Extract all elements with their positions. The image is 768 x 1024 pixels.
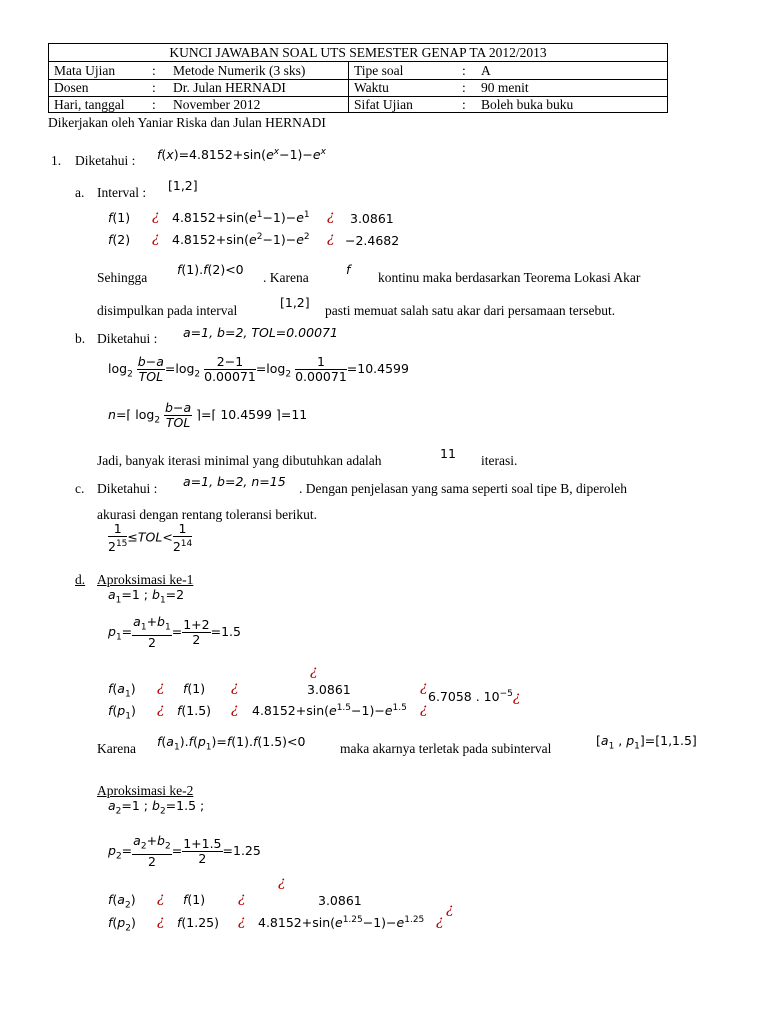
qa-product: f(1).f(2)<0 [177,262,244,277]
qd-ap2-fa-value: 3.0861 [318,893,362,908]
qa-f1-glyph: ¿ [152,208,160,224]
qb-label: b. [75,331,86,346]
row1-left-value: Metode Numerik (3 sks) [173,63,306,78]
qa-interval-text: Interval : [97,185,147,200]
qb-given: a=1, b=2, TOL=0.00071 [183,325,338,340]
qd-karena: Karena [97,741,136,756]
qa-f2-glyph: ¿ [152,230,160,246]
row1-left-label: Mata Ujian [54,63,116,78]
qd-ap1-fp-mid: f(1.5) [177,703,212,718]
qd-ap1-fp-expr: $4.8152+\sin(e^{1.5}-1)-e^{1.5}$ [252,703,407,719]
row3-left-value: November 2012 [173,97,261,112]
qd-sign-test: $f(a_1).f(p_1)=f(1).f(1.5)<0$ [157,734,306,753]
qd-ap2-glyph-top: ¿ [278,874,286,890]
qd-ap2-glyph1: ¿ [157,890,165,906]
qd-ap1-fa-mid: f(1) [183,681,206,696]
qd-ap2-p: $p_2=$ $\frac{a_2+b_2}{2}$ = $\frac{1+1.5}{2}$ =1.25 [108,833,261,869]
qb-log-result: =10.4599 [346,361,409,376]
row3-left-sep: : [152,97,156,112]
row2-right-label: Waktu [354,80,389,95]
qb-iterasi: iterasi. [481,453,518,468]
row2-right-value: 90 menit [481,80,529,95]
byline: Dikerjakan oleh Yaniar Riska dan Julan HERNADI [48,115,326,130]
qd-ap1-title: Aproksimasi ke-1 [97,572,194,587]
qd-ap2-fp-expr: $4.8152+\sin(e^{1.25}-1)-e^{1.25}$ [258,915,425,931]
qd-ap2-fa-mid: f(1) [183,892,206,907]
qc-tol-range: $\frac{1}{2^{15}}$ ≤TOL< $\frac{1}{2^{14}}$ [108,521,193,555]
qb-iter-value: 11 [440,446,456,461]
row3-right-label: Sifat Ujian [354,97,413,112]
qd-ap1-p: $p_1=$ $\frac{a_1+b_1}{2}$ = $\frac{1+2}{2}$ =1.5 [108,614,241,650]
qd-ap1-glyph-top: ¿ [310,663,318,679]
qd-ap2-fa-lhs: $f(a_2)$ [108,892,136,911]
row1-right-label: Tipe soal [354,63,404,78]
qa-f-symbol: f [346,262,351,277]
qb-n-result: =11 [280,407,308,422]
qb-log-equation: $\log_2$ $\frac{b-a}{\text{TOL}}$ $=\log_2$ $\frac{2-1}{0.00071}$ $=\log_2$ $\frac{1}{0.00071}$ =10.4599 [108,354,409,384]
header-title: KUNCI JAWABAN SOAL UTS SEMESTER GENAP TA 2012/2013 [49,44,667,62]
qd-ap1-glyph6: ¿ [420,701,428,717]
qd-ap1-fa-lhs: $f(a_1)$ [108,681,136,700]
qa-pasti: pasti memuat salah satu akar dari persamaan tersebut. [325,303,616,318]
qa-f2-glyph2: ¿ [327,230,335,246]
qd-ap1-glyph2: ¿ [231,679,239,695]
qd-ap1-fa-value: 3.0861 [307,682,351,697]
qd-ap2-glyph5: ¿ [436,913,444,929]
qc-label: c. [75,481,85,496]
row3-right-value: Boleh buka buku [481,97,574,112]
qb-text: Diketahui : [97,331,158,346]
qa-f1-expr: $4.8152+\sin(e^1-1)-e^1$ [172,210,310,226]
qa-f2-expr: $4.8152+\sin(e^2-1)-e^2$ [172,232,310,248]
row1-right-sep: : [462,63,466,78]
q1-intro: Diketahui : [75,153,136,168]
qb-jadi: Jadi, banyak iterasi minimal yang dibutuhkan adalah [97,453,382,468]
row2-left-value: Dr. Julan HERNADI [173,80,286,95]
qd-ap2-glyph3: ¿ [157,913,165,929]
qc-dengan: . Dengan penjelasan yang sama seperti soal tipe B, diperoleh [299,481,628,496]
qd-ap1-glyph5: ¿ [231,701,239,717]
qa-f1-lhs: f(1) [108,210,131,225]
qd-ap2-init: $a_2=1$ ; $b_2=1.5$ ; [108,798,205,817]
qd-ap1-glyph1: ¿ [157,679,165,695]
row1-right-value: A [481,63,491,78]
row2-left-label: Dosen [54,80,89,95]
qd-ap1-init: $a_1=1$ ; $b_1=2$ [108,587,185,606]
row3-right-sep: : [462,97,466,112]
row1-left-sep: : [152,63,156,78]
row2-left-sep: : [152,80,156,95]
qd-ap2-title: Aproksimasi ke-2 [97,783,194,798]
qd-ap1-fp-value: 6.7058 . $10^{-5}¿$ [428,689,521,706]
qd-ap2-fp-lhs: $f(p_2)$ [108,915,136,934]
qd-ap2-fp-mid: f(1.25) [177,915,219,930]
qa-sehingga: Sehingga [97,270,148,285]
qb-n-equation: n=⌈ $\log_2$ $\frac{b-a}{\text{TOL}}$ ⌉=⌈ 10.4599 ⌉=11 [108,400,308,430]
qc-text: Diketahui : [97,481,158,496]
qd-subinterval: [$a_1$ , $p_1]=[1,1.5]$ [596,733,697,752]
qd-ap2-glyph2: ¿ [238,890,246,906]
header-table [48,43,668,113]
qa-f1-glyph2: ¿ [327,208,335,224]
qa-label: a. [75,185,85,200]
row3-left-label: Hari, tanggal [54,97,125,112]
row2-right-sep: : [462,80,466,95]
qd-ap1-glyph3: ¿ [420,679,428,695]
qd-maka: maka akarnya terletak pada subinterval [340,741,552,756]
qc-akurasi: akurasi dengan rentang toleransi berikut. [97,507,318,522]
qa-disimpulkan: disimpulkan pada interval [97,303,238,318]
qd-label: d. [75,572,86,587]
qa-karena: . Karena [263,270,309,285]
qd-ap1-glyph4: ¿ [157,701,165,717]
qa-interval2: [1,2] [280,295,310,310]
qc-given: a=1, b=2, n=15 [183,474,286,489]
qd-ap2-glyph4: ¿ [238,913,246,929]
q1-number: 1. [51,153,62,168]
qa-interval: [1,2] [168,178,198,193]
qa-f2-value: −2.4682 [345,233,400,248]
qa-f2-lhs: f(2) [108,232,131,247]
q1-function: $f(x)=4.8152+\sin(e^x-1)-e^x$ [157,147,326,163]
qd-ap1-fp-lhs: $f(p_1)$ [108,703,136,722]
qa-f1-value: 3.0861 [350,211,394,226]
qa-kontinu: kontinu maka berdasarkan Teorema Lokasi Akar [378,270,641,285]
qd-ap2-glyph6: ¿ [446,901,454,917]
